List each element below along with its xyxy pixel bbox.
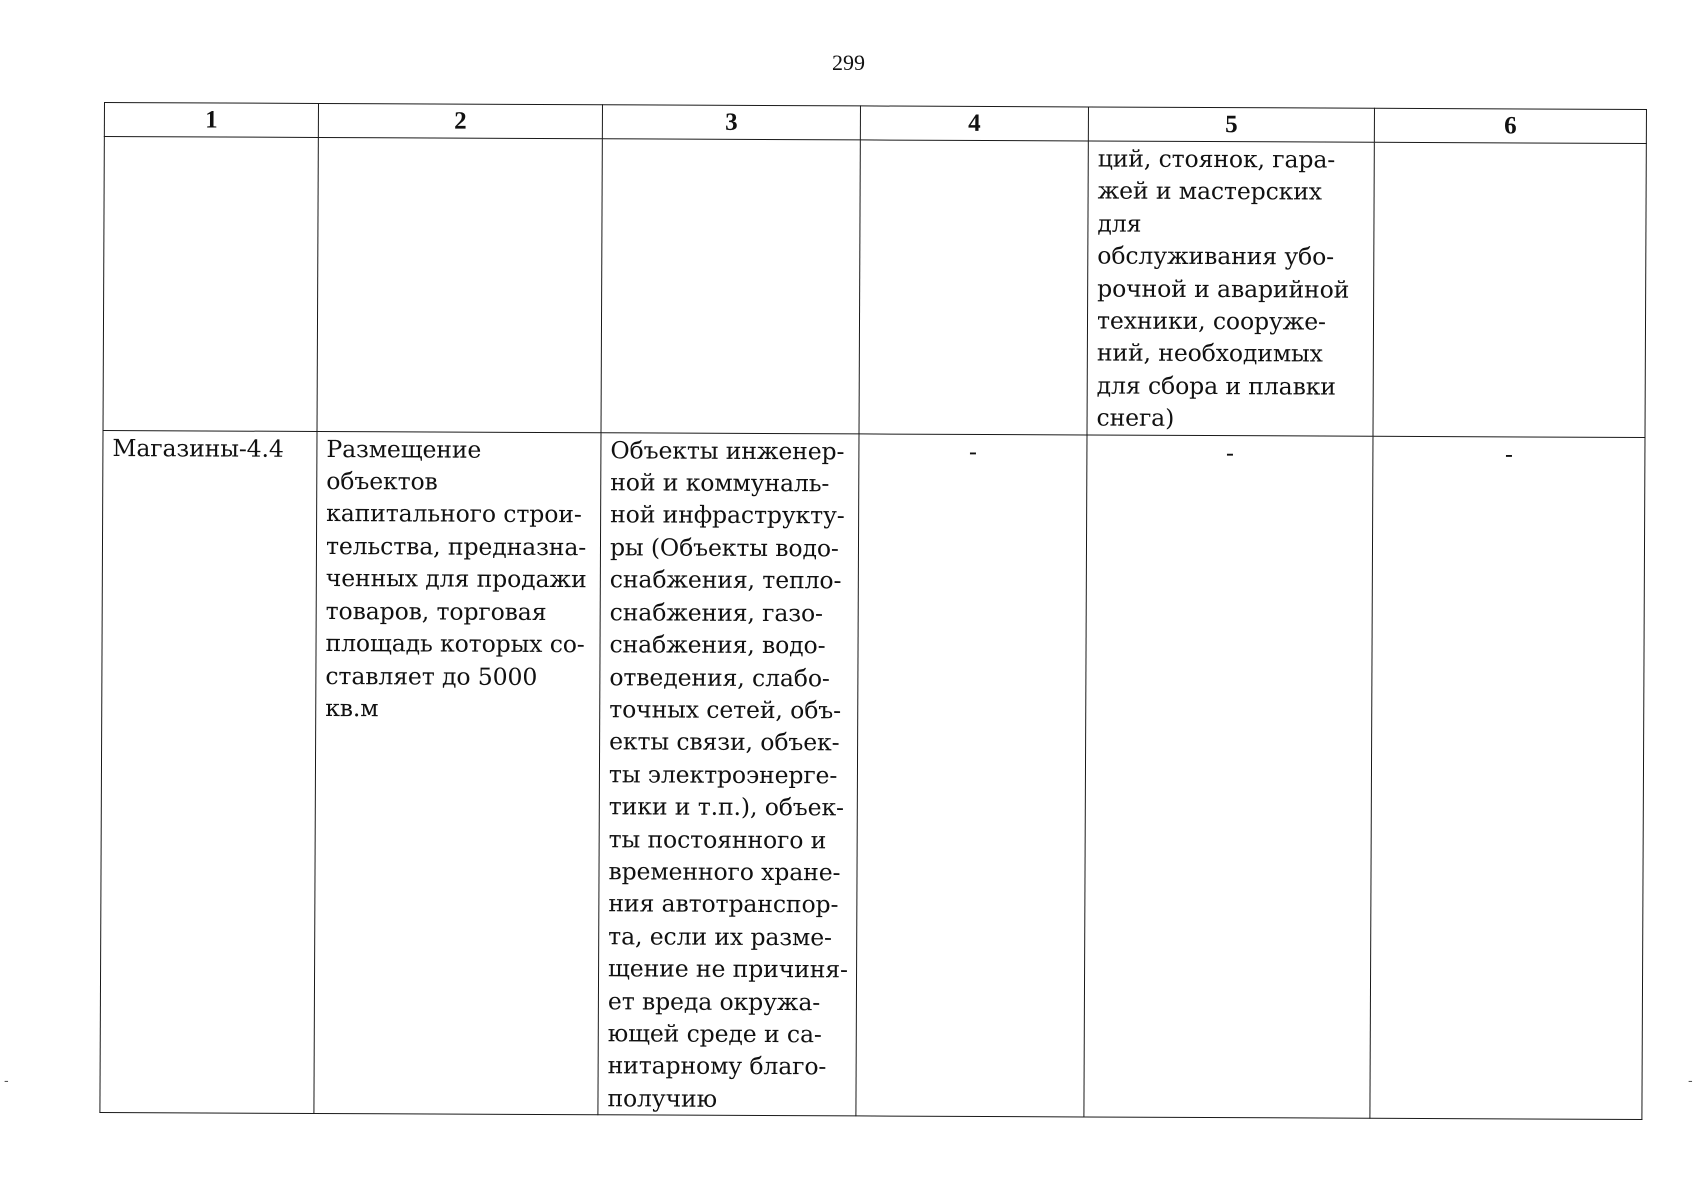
right-margin-mark: - [1688, 1072, 1693, 1088]
page-number: 299 [832, 50, 865, 75]
table-cell [601, 139, 860, 434]
column-header-6: 6 [1374, 108, 1646, 143]
cell-text [603, 139, 860, 141]
empty-dash: - [1225, 438, 1235, 467]
land-use-type: Магазины-4.4 [112, 433, 284, 463]
table-cell [1084, 435, 1373, 1119]
table-cell [598, 432, 859, 1116]
column-header-2: 2 [318, 103, 602, 138]
table-cell [1370, 436, 1645, 1120]
auxiliary-use-description: Объекты инженер- ной и коммуналь- ной инфраструкту- ры (Объекты водо- снабжения, тепло- снабжения, газо- снабжения, водо- отведения, слабо- точных сетей, объ- екты связи, объек- ты электроэнерге- тики и т.п.), объек- ты постоянного и временного хране- ния автотранспор- та, если их разме- щение не причиня- ет вреда окружа- ющей среде и са- нитарному благо- получию [607, 435, 848, 1113]
column-header-1: 1 [104, 103, 318, 138]
land-use-description: Размещение объектов капитального строи- тельства, предназна- ченных для продажи товаров, торговая площадь которых со- ставляет до 5000 кв.м [325, 434, 587, 723]
cell-text [1375, 143, 1646, 145]
column-header-3: 3 [602, 105, 860, 140]
empty-dash: - [968, 437, 978, 466]
left-margin-mark: - [4, 1072, 9, 1088]
table-cell [314, 431, 601, 1115]
table-row [100, 430, 1645, 1120]
cell-text [319, 138, 602, 140]
cell-text [105, 137, 318, 139]
column-header-4: 4 [860, 106, 1088, 141]
table-cell [1087, 141, 1374, 436]
table-cell [856, 434, 1087, 1118]
table-cell [859, 140, 1088, 435]
cell-text [861, 140, 1088, 142]
table-cell [103, 137, 318, 432]
land-use-table [99, 102, 1647, 1120]
column-header-5: 5 [1088, 107, 1374, 142]
cell-text: ций, стоянок, гара- жей и мастерских для обслуживания убо- рочной и аварийной техники, сооруже- ний, необходимых для сбора и плавки снега) [1096, 144, 1350, 433]
table-cell [100, 430, 317, 1113]
table-row [103, 137, 1646, 438]
empty-dash: - [1504, 440, 1514, 469]
table-cell [317, 137, 602, 432]
table-cell [1373, 142, 1646, 437]
